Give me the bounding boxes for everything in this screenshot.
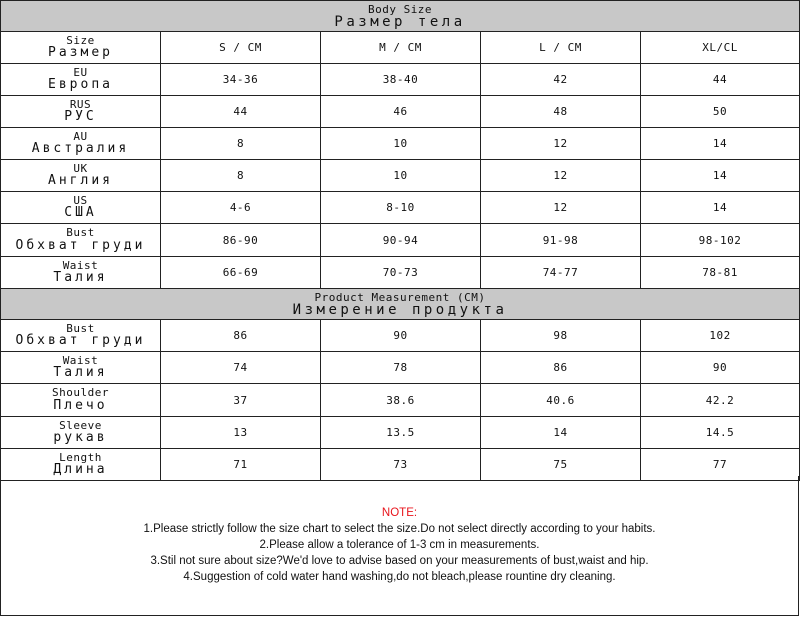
body-row-label-en: RUS bbox=[69, 97, 92, 111]
size-column-header: L / CM bbox=[481, 32, 641, 64]
table-row bbox=[1, 417, 800, 449]
table-cell: 44 bbox=[641, 64, 800, 96]
size-chart-body bbox=[1, 1, 800, 481]
product-measurement-header bbox=[1, 289, 800, 320]
table-cell: 46 bbox=[321, 96, 481, 128]
table-cell: 73 bbox=[321, 449, 481, 481]
table-cell: 12 bbox=[481, 128, 641, 160]
table-cell: 8 bbox=[161, 160, 321, 192]
table-cell: 34-36 bbox=[161, 64, 321, 96]
table-cell: 10 bbox=[321, 160, 481, 192]
product-row-label-ru: Талия bbox=[53, 365, 108, 381]
body-size-header-en: Body Size bbox=[367, 2, 433, 16]
table-cell: 75 bbox=[481, 449, 641, 481]
table-cell: 77 bbox=[641, 449, 800, 481]
table-cell: 42.2 bbox=[641, 384, 800, 417]
size-column-header: S / CM bbox=[161, 32, 321, 64]
table-cell: 10 bbox=[321, 128, 481, 160]
table-cell: 78 bbox=[321, 352, 481, 384]
size-header-label bbox=[1, 32, 161, 64]
table-cell: 14 bbox=[641, 160, 800, 192]
table-cell: 13 bbox=[161, 417, 321, 449]
table-cell: 50 bbox=[641, 96, 800, 128]
table-cell: 8-10 bbox=[321, 192, 481, 224]
body-row-label-ru: Австралия bbox=[31, 141, 130, 157]
product-measurement-header-row bbox=[1, 289, 800, 320]
body-row-label-en: UK bbox=[73, 161, 88, 175]
body-size-header bbox=[1, 1, 800, 32]
body-row-label bbox=[1, 224, 161, 257]
note-line: 2.Please allow a tolerance of 1-3 cm in measurements. bbox=[259, 539, 540, 551]
table-row bbox=[1, 192, 800, 224]
table-cell: 74 bbox=[161, 352, 321, 384]
table-row bbox=[1, 384, 800, 417]
notes-box bbox=[0, 476, 799, 616]
body-size-header-ru: Размер тела bbox=[334, 13, 466, 30]
table-row bbox=[1, 96, 800, 128]
size-header-row bbox=[1, 32, 800, 64]
table-cell: 98 bbox=[481, 320, 641, 352]
table-cell: 42 bbox=[481, 64, 641, 96]
table-cell: 66-69 bbox=[161, 257, 321, 289]
table-cell: 40.6 bbox=[481, 384, 641, 417]
body-row-label-ru: США bbox=[64, 205, 97, 221]
note-line: 4.Suggestion of cold water hand washing,do not bleach,please rountine dry cleaning. bbox=[183, 571, 616, 583]
table-cell: 71 bbox=[161, 449, 321, 481]
body-row-label bbox=[1, 96, 161, 128]
table-row bbox=[1, 257, 800, 289]
table-row bbox=[1, 128, 800, 160]
note-line: 3.Stil not sure about size?We'd love to advise based on your measurements of bust,waist and hip. bbox=[150, 555, 649, 567]
table-cell: 44 bbox=[161, 96, 321, 128]
product-row-label bbox=[1, 417, 161, 449]
size-label-ru: Размер bbox=[48, 45, 113, 61]
table-cell: 14 bbox=[641, 128, 800, 160]
body-row-label-en: US bbox=[73, 193, 88, 207]
body-size-header-row bbox=[1, 1, 800, 32]
note-title: NOTE: bbox=[381, 507, 418, 519]
body-row-label-ru: Англия bbox=[48, 173, 113, 189]
body-row-label bbox=[1, 64, 161, 96]
product-row-label-en: Shoulder bbox=[52, 386, 109, 400]
product-row-label-en: Waist bbox=[62, 353, 99, 367]
note-lines bbox=[1, 521, 798, 585]
table-cell: 37 bbox=[161, 384, 321, 417]
body-row-label-ru: Европа bbox=[48, 77, 113, 93]
body-row-label bbox=[1, 160, 161, 192]
table-cell: 4-6 bbox=[161, 192, 321, 224]
product-row-label-ru: Длина bbox=[53, 462, 108, 478]
body-row-label bbox=[1, 128, 161, 160]
table-cell: 98-102 bbox=[641, 224, 800, 257]
table-cell: 12 bbox=[481, 160, 641, 192]
table-cell: 12 bbox=[481, 192, 641, 224]
table-cell: 38.6 bbox=[321, 384, 481, 417]
body-row-label-en: EU bbox=[73, 65, 88, 79]
body-row-label-ru: РУС bbox=[64, 109, 97, 125]
body-row-label-en: Bust bbox=[66, 226, 95, 240]
product-row-label bbox=[1, 384, 161, 417]
body-row-label-ru: Талия bbox=[53, 270, 108, 286]
product-row-label-en: Sleeve bbox=[59, 418, 102, 432]
table-row bbox=[1, 64, 800, 96]
product-row-label bbox=[1, 320, 161, 352]
size-column-header: M / CM bbox=[321, 32, 481, 64]
table-cell: 102 bbox=[641, 320, 800, 352]
body-row-label-ru: Обхват груди bbox=[15, 237, 146, 253]
product-row-label-ru: Обхват груди bbox=[15, 333, 146, 349]
table-cell: 38-40 bbox=[321, 64, 481, 96]
table-cell: 8 bbox=[161, 128, 321, 160]
table-cell: 86 bbox=[481, 352, 641, 384]
table-cell: 90 bbox=[321, 320, 481, 352]
table-row bbox=[1, 224, 800, 257]
table-cell: 48 bbox=[481, 96, 641, 128]
body-row-label-en: Waist bbox=[62, 258, 99, 272]
body-row-label bbox=[1, 192, 161, 224]
table-cell: 13.5 bbox=[321, 417, 481, 449]
product-measurement-header-en: Product Measurement (CM) bbox=[314, 290, 486, 304]
body-row-label bbox=[1, 257, 161, 289]
product-row-label-ru: рукав bbox=[53, 430, 108, 446]
product-row-label bbox=[1, 352, 161, 384]
table-cell: 14.5 bbox=[641, 417, 800, 449]
size-label-en: Size bbox=[66, 33, 95, 47]
table-cell: 86 bbox=[161, 320, 321, 352]
product-row-label-ru: Плечо bbox=[53, 397, 108, 413]
table-row bbox=[1, 320, 800, 352]
table-cell: 14 bbox=[481, 417, 641, 449]
note-line: 1.Please strictly follow the size chart to select the size.Do not select directly according to your habits. bbox=[143, 523, 656, 535]
table-cell: 74-77 bbox=[481, 257, 641, 289]
product-row-label-en: Bust bbox=[66, 321, 95, 335]
size-column-header: XL/CL bbox=[641, 32, 800, 64]
table-cell: 91-98 bbox=[481, 224, 641, 257]
table-row bbox=[1, 160, 800, 192]
table-cell: 86-90 bbox=[161, 224, 321, 257]
table-cell: 90 bbox=[641, 352, 800, 384]
product-row-label-en: Length bbox=[59, 450, 102, 464]
table-cell: 90-94 bbox=[321, 224, 481, 257]
table-cell: 14 bbox=[641, 192, 800, 224]
product-measurement-header-ru: Измерение продукта bbox=[292, 301, 508, 318]
table-row bbox=[1, 352, 800, 384]
table-cell: 78-81 bbox=[641, 257, 800, 289]
body-row-label-en: AU bbox=[73, 129, 88, 143]
table-cell: 70-73 bbox=[321, 257, 481, 289]
